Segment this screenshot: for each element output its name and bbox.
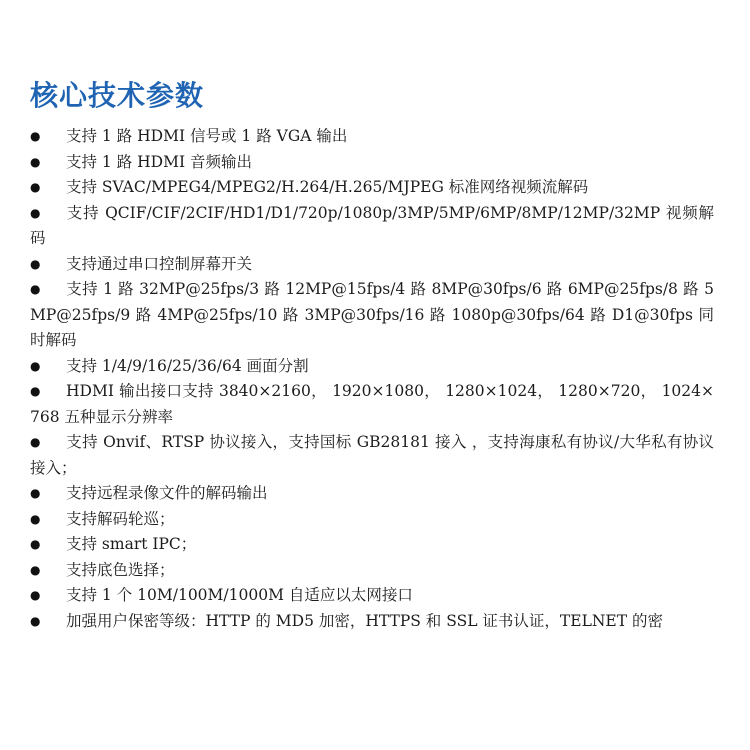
bullet-icon: ●	[30, 435, 41, 449]
list-item	[30, 558, 714, 584]
list-item-text: 支持 1 路 HDMI 信号或 1 路 VGA 输出	[66, 127, 348, 145]
list-item-text: 支持 SVAC/MPEG4/MPEG2/H.264/H.265/MJPEG 标准网络视频流解码	[66, 178, 589, 196]
bullet-icon: ●	[30, 588, 41, 602]
list-item	[30, 354, 714, 380]
list-item-text: 支持远程录像文件的解码输出	[66, 484, 268, 502]
section-heading: 核心技术参数	[30, 79, 205, 112]
list-item	[30, 583, 714, 609]
bullet-icon: ●	[30, 511, 41, 526]
feature-list	[30, 124, 714, 634]
list-item	[30, 277, 714, 354]
list-item-text: 支持 smart IPC；	[66, 535, 197, 553]
list-item-text: 支持底色选择；	[66, 560, 175, 579]
list-item	[30, 124, 714, 150]
bullet-icon: ●	[30, 613, 41, 628]
bullet-icon: ●	[30, 486, 41, 500]
bullet-icon: ●	[30, 282, 41, 296]
list-item	[30, 532, 714, 558]
list-item-text: 支持 1/4/9/16/25/36/64 画面分割	[66, 356, 309, 375]
list-item	[30, 252, 714, 278]
list-item	[30, 150, 714, 176]
bullet-icon: ●	[30, 180, 41, 194]
list-item-text: 支持 QCIF/CIF/2CIF/HD1/D1/720p/1080p/3MP/5MP/6MP/8MP/12MP/32MP 视频解码	[30, 203, 714, 247]
list-item-text: 加强用户保密等级：HTTP 的 MD5 加密，HTTPS 和 SSL 证书认证，TELNET 的密	[66, 611, 664, 630]
list-item	[30, 201, 714, 252]
bullet-icon: ●	[30, 537, 41, 551]
list-item	[30, 379, 714, 430]
bullet-icon: ●	[30, 154, 41, 169]
bullet-icon: ●	[30, 562, 41, 577]
list-item	[30, 507, 714, 533]
list-item-text: 支持 Onvif、RTSP 协议接入，支持国标 GB28181 接入 ，支持海康私有协议/大华私有协议接入；	[30, 433, 714, 477]
list-item	[30, 481, 714, 507]
list-item-text: 支持 1 路 32MP@25fps/3 路 12MP@15fps/4 路 8MP@30fps/6 路 6MP@25fps/8 路 5MP@25fps/9 路 4MP@25fps/10 路 3MP@30fps/16 路 1080p@30fps/64 路 D1@30fps 同时解码	[30, 280, 714, 349]
bullet-icon: ●	[30, 358, 41, 373]
list-item	[30, 430, 714, 481]
list-item-text: 支持 1 路 HDMI 音频输出	[66, 152, 253, 171]
list-item	[30, 609, 714, 635]
list-item-text: 支持解码轮巡；	[66, 509, 175, 528]
bullet-icon: ●	[30, 205, 41, 220]
bullet-icon: ●	[30, 256, 41, 271]
list-item-text: 支持通过串口控制屏幕开关	[66, 254, 253, 273]
list-item-text: HDMI 输出接口支持 3840×2160， 1920×1080， 1280×1024， 1280×720， 1024×768 五种显示分辨率	[30, 382, 714, 426]
list-item	[30, 175, 714, 201]
bullet-icon: ●	[30, 129, 41, 143]
bullet-icon: ●	[30, 384, 41, 398]
list-item-text: 支持 1 个 10M/100M/1000M 自适应以太网接口	[66, 586, 413, 604]
